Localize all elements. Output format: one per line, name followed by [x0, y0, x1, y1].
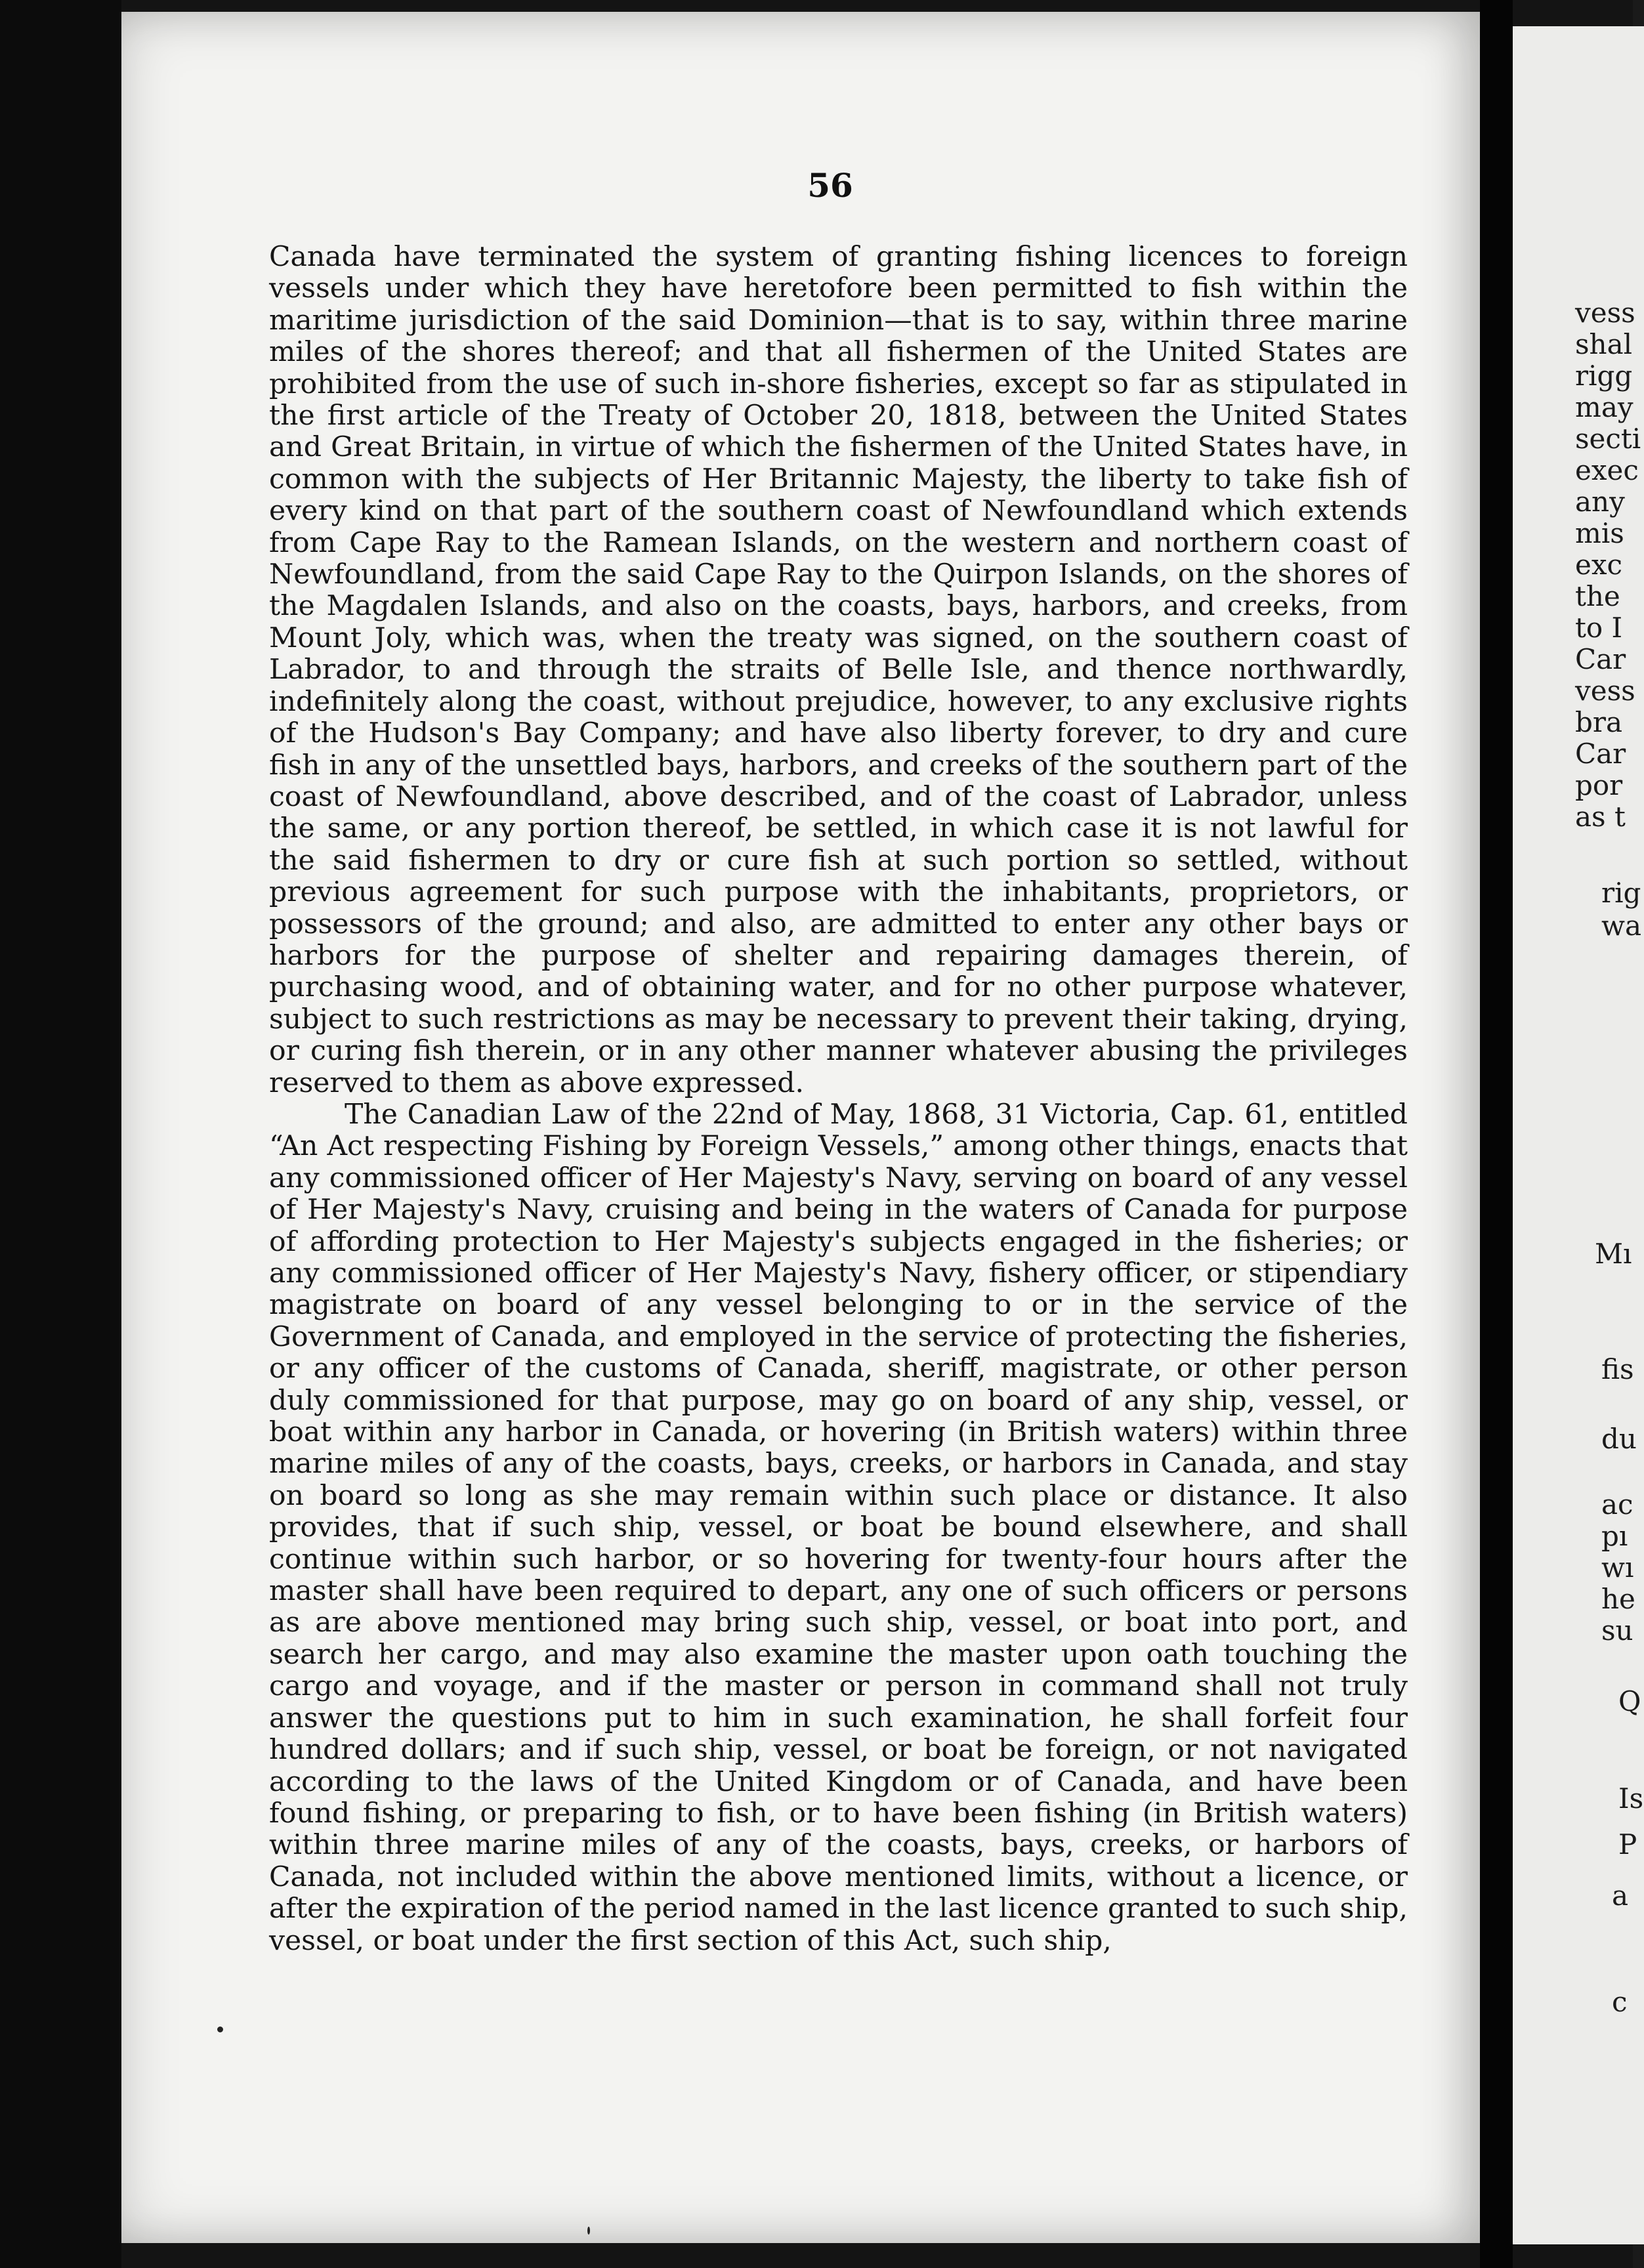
facing-fragment: vess — [1575, 297, 1635, 329]
facing-fragment: bra — [1575, 706, 1623, 738]
facing-fragment: Car — [1575, 738, 1626, 770]
facing-fragment: vess — [1575, 675, 1635, 707]
facing-fragment: rigg — [1575, 360, 1633, 392]
scan-left-border — [0, 0, 121, 2268]
paragraph-1: Canada have terminated the system of granting fishing licences to foreign vessels under which they have heretofore been permitted to fish within the maritime jurisdiction of the said Dominion—that is to say, within three marine miles of the shores thereof; and that all fishermen of the United States are prohibited from the use of such in-shore fisheries, except so far as stipulated in the first article of the Treaty of October 20, 1818, between the United States and Great Britain, in virtue of which the fishermen of the United States have, in common with the subjects of Her Britannic Majesty, the liberty to take fish of every kind on that part of the southern coast of Newfoundland which extends from Cape Ray to the Ramean Islands, on the western and northern coast of Newfoundland, from the said Cape Ray to the Quirpon Islands, on the shores of the Magdalen Islands, and also on the coasts, bays, harbors, and creeks, from Mount Joly, which was, when the treaty was signed, on the southern coast of Labrador, to and through the straits of Belle Isle, and thence northwardly, indefinitely along the coast, without prejudice, however, to any exclusive rights of the Hudson's Bay Company; and have also liberty forever, to dry and cure fish in any of the unsettled bays, harbors, and creeks of the southern part of the coast of Newfoundland, above described, and of the coast of Labrador, unless the same, or any portion thereof, be settled, in which case it is not lawful for the said fishermen to dry or cure fish at such portion so settled, without previous agreement for such purpose with the inhabitants, proprietors, or possessors of the ground; and also, are admitted to enter any other bays or harbors for the purpose of shelter and repairing damages therein, of purchasing wood, and of obtaining water, and for no other purpose whatever, subject to such restrictions as may be necessary to prevent their taking, drying, or curing fish therein, or in any other manner whatever abusing the privileges reserved to them as above expressed. — [269, 241, 1408, 1099]
facing-fragment: pı — [1601, 1520, 1628, 1552]
facing-fragment: P — [1618, 1828, 1637, 1860]
book-gutter — [1480, 0, 1513, 2268]
facing-fragment: to I — [1575, 612, 1623, 644]
body-text — [269, 242, 1408, 1957]
facing-fragment: exec — [1575, 454, 1639, 486]
facing-fragment: exc — [1575, 549, 1623, 581]
facing-fragment: any — [1575, 486, 1625, 518]
facing-fragment: the — [1575, 580, 1620, 612]
facing-fragment: du — [1601, 1423, 1637, 1455]
facing-fragment: por — [1575, 769, 1623, 801]
facing-fragment: a — [1612, 1880, 1629, 1912]
facing-fragment: mis — [1575, 517, 1624, 549]
facing-fragment: may — [1575, 391, 1633, 423]
facing-fragment: as t — [1575, 801, 1626, 833]
facing-fragment: Q — [1618, 1685, 1641, 1717]
facing-fragment: he — [1601, 1583, 1635, 1615]
ink-speck — [217, 2026, 223, 2032]
paragraph-2: The Canadian Law of the 22nd of May, 1868, 31 Victoria, Cap. 61, entitled “An Act respecting Fishing by Foreign Vessels,” among other things, enacts that any commissioned officer of Her Majesty's Navy, serving on board of any vessel of Her Majesty's Navy, cruising and being in the waters of Canada for purpose of affording protection to Her Majesty's subjects engaged in the fisheries; or any commissioned officer of Her Majesty's Navy, fishery officer, or stipendiary magistrate on board of any vessel belonging to or in the service of the Government of Canada, and employed in the service of protecting the fisheries, or any officer of the customs of Canada, sheriff, magistrate, or other person duly commissioned for that purpose, may go on board of any ship, vessel, or boat within any harbor in Canada, or hovering (in British waters) within three marine miles of any of the coasts, bays, creeks, or harbors in Canada, and stay on board so long as she may remain within such place or distance. It also provides, that if such ship, vessel, or boat be bound elsewhere, and shall continue within such harbor, or so hovering for twenty-four hours after the master shall have been required to depart, any one of such officers or persons as are above mentioned may bring such ship, vessel, or boat into port, and search her cargo, and may also examine the master upon oath touching the cargo and voyage, and if the master or person in command shall not truly answer the questions put to him in such examination, he shall forfeit four hundred dollars; and if such ship, vessel, or boat be foreign, or not navigated according to the laws of the United Kingdom or of Canada, and have been found fishing, or preparing to fish, or to have been fishing (in British waters) within three marine miles of any of the coasts, bays, creeks, or harbors of Canada, not included within the above mentioned limits, without a licence, or after the expiration of the period named in the last licence granted to such ship, vessel, or boat under the first section of this Act, such ship, — [269, 1098, 1408, 1957]
page-56 — [121, 12, 1480, 2243]
facing-fragment: secti — [1575, 423, 1641, 455]
facing-fragment: Mı — [1595, 1238, 1632, 1270]
facing-fragment: shal — [1575, 328, 1633, 360]
page-number: 56 — [807, 166, 853, 205]
facing-fragment: rig — [1601, 877, 1641, 909]
facing-fragment: fis — [1601, 1353, 1634, 1385]
facing-fragment: wı — [1601, 1551, 1634, 1584]
facing-fragment: ac — [1601, 1488, 1633, 1521]
facing-page-text-fragments — [1575, 0, 1644, 2268]
facing-fragment: c — [1612, 1986, 1628, 2018]
facing-fragment: wa — [1601, 910, 1641, 942]
facing-fragment: su — [1601, 1614, 1633, 1647]
ink-speck — [587, 2227, 590, 2235]
facing-fragment: Is — [1618, 1782, 1644, 1815]
facing-fragment: Car — [1575, 643, 1626, 675]
